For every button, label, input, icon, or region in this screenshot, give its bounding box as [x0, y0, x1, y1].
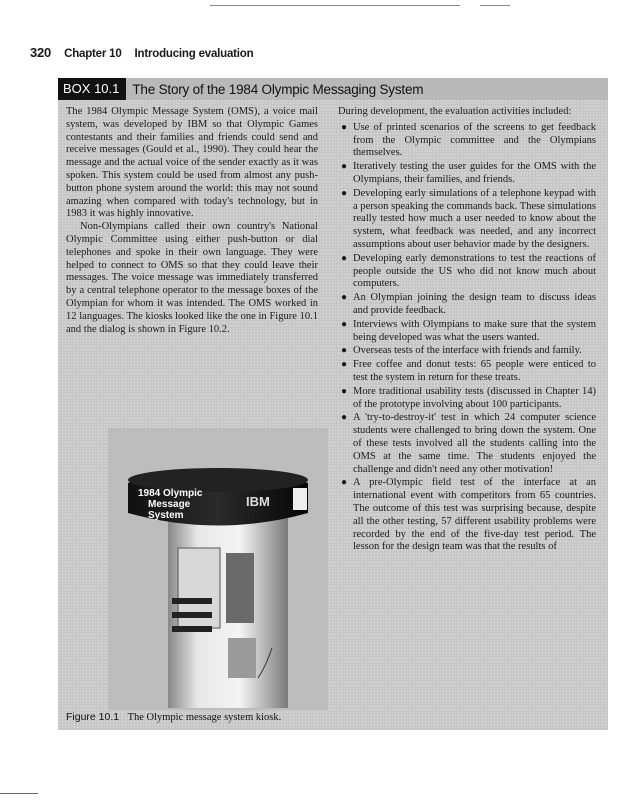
figure-caption-text: The Olympic message system kiosk. [127, 712, 282, 723]
bullet-icon: ● [341, 318, 348, 330]
top-rule-short [480, 5, 510, 6]
bullet-icon: ● [341, 121, 348, 133]
bullet-icon: ● [341, 292, 348, 304]
page-number: 320 [30, 45, 52, 60]
list-intro: During development, the evaluation activities included: [338, 106, 572, 117]
box-title: The Story of the 1984 Olympic Messaging System [132, 81, 424, 97]
sidebar-box [58, 78, 608, 730]
bullet-icon: ● [341, 385, 348, 397]
list-item: ● Developing early demonstrations to test the reactions of people outside the US who did not know much about computers. [341, 252, 596, 290]
kiosk-brand-logo: IBM [246, 494, 270, 509]
box-label: BOX 10.1 [58, 78, 126, 100]
bullet-icon: ● [341, 477, 348, 489]
bullet-icon: ● [341, 252, 348, 264]
top-rule [210, 5, 460, 6]
chapter-label: Chapter 10 [64, 48, 122, 60]
box-title-bar [58, 78, 608, 100]
running-header [30, 45, 253, 60]
figure-label: Figure 10.1 [66, 711, 120, 723]
bottom-rule [0, 793, 38, 794]
kiosk-stripe [172, 612, 212, 618]
bullet-icon: ● [341, 412, 348, 424]
list-item: ● Use of printed scenarios of the screens to get feedback from the Olympic committee and the Olympians themselves. [341, 121, 596, 159]
figure-caption [66, 711, 326, 723]
kiosk-stripe [172, 598, 212, 604]
paragraph: The 1984 Olympic Message System (OMS), a voice mail system, was developed by IBM so that Olympic Games contestants and their families and friends could send and receive messages (Gould et al., 1990). They could hear the message and the actual voice of the sender exactly as it was spoken. This system could be used from almost any push-button phone system around the world: this may not sound amazing when compared with today's technology, but in 1983 it was highly innovative. [66, 106, 318, 220]
kiosk-sign-text: Message [148, 499, 191, 510]
bullet-icon: ● [341, 345, 348, 357]
kiosk-sign-text: System [148, 510, 184, 521]
kiosk-stripe [172, 626, 212, 632]
kiosk-sign-side-panel [293, 488, 307, 510]
phone-cabinet [228, 638, 256, 678]
section-title: Introducing evaluation [134, 48, 254, 60]
kiosk-sign-text: 1984 Olympic [138, 488, 203, 499]
right-column [338, 106, 596, 555]
list-item: ● An Olympian joining the design team to discuss ideas and provide feedback. [341, 292, 596, 316]
list-item: ● A pre-Olympic field test of the interface at an international event with competitors from 65 countries. The outcome of this test was surprising because, despite all the other testing, 57 different usability problems were recorded by the end of the five-day test period. The lesson for the design team was that the results of [341, 477, 596, 553]
bullet-icon: ● [341, 161, 348, 173]
phone-booth-dark [226, 553, 254, 623]
list-item: ● Overseas tests of the interface with friends and family. [341, 345, 582, 357]
list-item: ● Developing early simulations of a telephone keypad with a person speaking the commands back. These simulations really tested how much a user needed to know about the system, what feedback was needed, and any incorrect assumptions about user behavior made by the designers. [341, 187, 596, 250]
list-item: ● Free coffee and donut tests: 65 people were enticed to test the system in return for these treats. [341, 359, 596, 383]
left-column [66, 106, 318, 336]
evaluation-activities-list [338, 122, 596, 554]
list-item: ● More traditional usability tests (discussed in Chapter 14) of the prototype involving about 100 participants. [341, 385, 596, 410]
list-item: ● Iteratively testing the user guides for the OMS with the Olympians, their families, and friends. [341, 161, 596, 185]
bullet-icon: ● [341, 359, 348, 371]
kiosk-photo [108, 428, 328, 710]
list-item: ● Interviews with Olympians to make sure that the system being developed was what the users wanted. [341, 318, 596, 343]
bullet-icon: ● [341, 187, 348, 199]
paragraph: Non-Olympians called their own country's National Olympic Committee using either push-button or dial telephones and spoke in their own language. They were helped to connect to OMS so that they could leave their messages. The voice message was immediately transferred by a central telephone operator to the message boxes of the Olympian for whom it was intended. The OMS worked in 12 languages. The kiosks looked like the one in Figure 10.1 and the dialog is shown in Figure 10.2. [66, 221, 318, 335]
list-item: ● A 'try-to-destroy-it' test in which 24 computer science students were challenged to bring down the system. One of these tests involved all the students calling into the OMS at the same time. The students enjoyed the challenge and didn't need any other motivation! [341, 412, 596, 475]
